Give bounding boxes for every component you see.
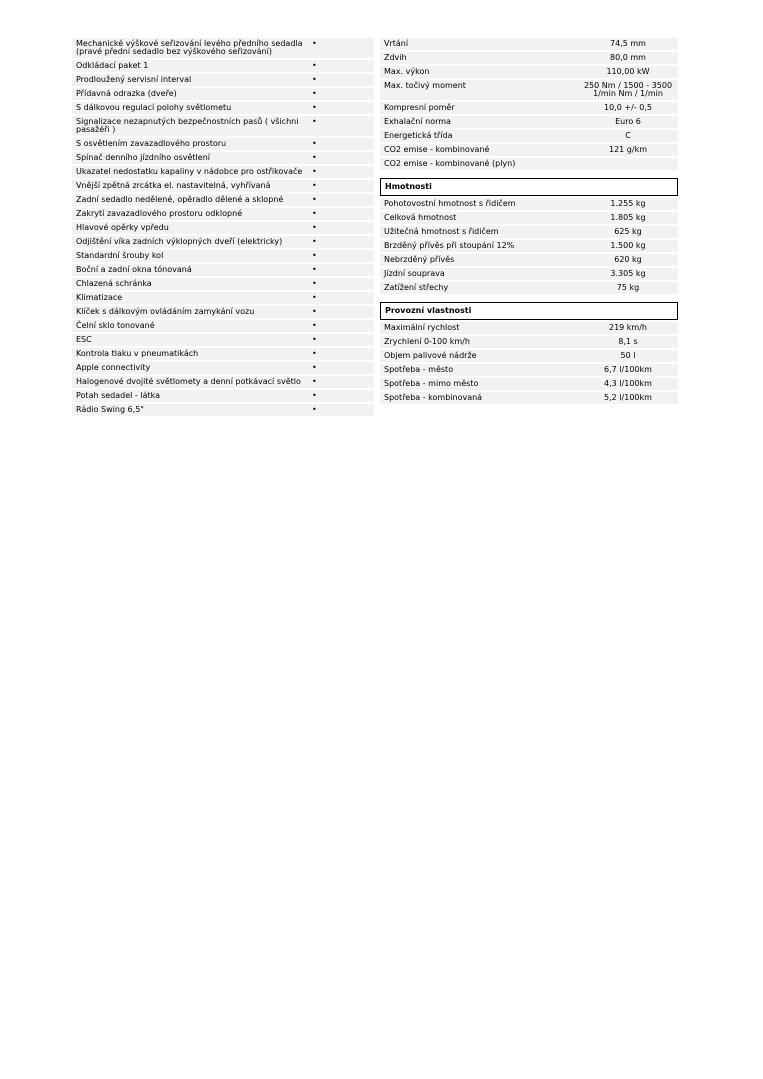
included-dot: •: [312, 88, 374, 100]
spec-value: 80,0 mm: [578, 52, 678, 64]
spec-value: 75 kg: [578, 282, 678, 294]
table-row: [72, 194, 374, 206]
equipment-label: Prodloužený servisní interval: [72, 74, 312, 86]
spec-label: Objem palivové nádrže: [380, 350, 578, 362]
table-row: [380, 102, 678, 114]
spec-value: 250 Nm / 1500 - 3500 1/min Nm / 1/min: [578, 80, 678, 100]
equipment-label: S osvětlením zavazadlového prostoru: [72, 138, 312, 150]
equipment-label: Zakrytí zavazadlového prostoru odklopné: [72, 208, 312, 220]
included-dot: •: [312, 116, 374, 136]
spec-label: Brzděný přívěs při stoupání 12%: [380, 240, 578, 252]
included-dot: •: [312, 264, 374, 276]
table-row: [72, 116, 374, 136]
table-row: [72, 166, 374, 178]
included-dot: •: [312, 102, 374, 114]
equipment-label: Čelní sklo tonované: [72, 320, 312, 332]
equipment-label: Hlavové opěrky vpředu: [72, 222, 312, 234]
table-row: [72, 236, 374, 248]
section-title: Provozní vlastnosti: [380, 302, 678, 320]
equipment-label: Spínač denního jízdního osvětlení: [72, 152, 312, 164]
table-row: [72, 362, 374, 374]
spec-value: 620 kg: [578, 254, 678, 266]
included-dot: •: [312, 376, 374, 388]
equipment-label: Vnější zpětná zrcátka el. nastavitelná, vyhřívaná: [72, 180, 312, 192]
included-dot: •: [312, 348, 374, 360]
spec-value: 1.805 kg: [578, 212, 678, 224]
spec-value: 6,7 l/100km: [578, 364, 678, 376]
spec-value: 1.500 kg: [578, 240, 678, 252]
included-dot: •: [312, 390, 374, 402]
table-row: [72, 208, 374, 220]
table-row: [380, 282, 678, 294]
included-dot: •: [312, 320, 374, 332]
included-dot: •: [312, 278, 374, 290]
spec-label: Spotřeba - město: [380, 364, 578, 376]
table-row: [72, 60, 374, 72]
section-spacer: [380, 296, 678, 300]
section-spacer: [380, 172, 678, 176]
spacer-cell: [380, 296, 678, 300]
spec-label: CO2 emise - kombinované (plyn): [380, 158, 578, 170]
section-header-performance: [380, 302, 678, 320]
table-row: [380, 240, 678, 252]
included-dot: •: [312, 222, 374, 234]
equipment-label: Halogenové dvojité světlomety a denní potkávací světlo: [72, 376, 312, 388]
table-row: [72, 250, 374, 262]
included-dot: •: [312, 404, 374, 416]
table-row: [380, 52, 678, 64]
spec-value: 121 g/km: [578, 144, 678, 156]
included-dot: •: [312, 362, 374, 374]
table-row: [72, 320, 374, 332]
table-row: [72, 38, 374, 58]
equipment-label: Standardní šrouby kol: [72, 250, 312, 262]
included-dot: •: [312, 166, 374, 178]
spec-value: 8,1 s: [578, 336, 678, 348]
included-dot: •: [312, 334, 374, 346]
equipment-label: Potah sedadel - látka: [72, 390, 312, 402]
table-row: [72, 390, 374, 402]
spec-value: 50 l: [578, 350, 678, 362]
table-row: [72, 74, 374, 86]
table-row: [72, 102, 374, 114]
equipment-label: Ukazatel nedostatku kapaliny v nádobce pro ostřikovače: [72, 166, 312, 178]
table-row: [380, 158, 678, 170]
table-row: [380, 38, 678, 50]
spec-label: Max. výkon: [380, 66, 578, 78]
included-dot: •: [312, 194, 374, 206]
specs-table: [380, 36, 678, 406]
table-row: [72, 138, 374, 150]
spec-label: CO2 emise - kombinované: [380, 144, 578, 156]
table-row: [380, 198, 678, 210]
equipment-label: S dálkovou regulací polohy světlometu: [72, 102, 312, 114]
table-row: [380, 66, 678, 78]
table-row: [72, 88, 374, 100]
included-dot: •: [312, 60, 374, 72]
spec-label: Zrychlení 0-100 km/h: [380, 336, 578, 348]
equipment-table: [72, 36, 374, 418]
spec-label: Nebrzděný přívěs: [380, 254, 578, 266]
table-row: [72, 222, 374, 234]
spec-label: Energetická třída: [380, 130, 578, 142]
table-row: [380, 336, 678, 348]
equipment-label: Zadní sedadlo nedělené, opěradlo dělené a sklopné: [72, 194, 312, 206]
spec-value: 625 kg: [578, 226, 678, 238]
table-row: [380, 322, 678, 334]
equipment-label: Signalizace nezapnutých bezpečnostních pasů ( všichni pasažéři ): [72, 116, 312, 136]
equipment-label: Kontrola tlaku v pneumatikách: [72, 348, 312, 360]
table-row: [380, 350, 678, 362]
spec-value: 219 km/h: [578, 322, 678, 334]
table-row: [380, 268, 678, 280]
equipment-label: Klimatizace: [72, 292, 312, 304]
equipment-label: Chlazená schránka: [72, 278, 312, 290]
table-row: [380, 378, 678, 390]
included-dot: •: [312, 236, 374, 248]
spec-label: Spotřeba - kombinovaná: [380, 392, 578, 404]
table-row: [72, 376, 374, 388]
included-dot: •: [312, 306, 374, 318]
spec-value: Euro 6: [578, 116, 678, 128]
table-row: [380, 144, 678, 156]
spec-value: 4,3 l/100km: [578, 378, 678, 390]
included-dot: •: [312, 292, 374, 304]
table-row: [72, 152, 374, 164]
spec-value: 5,2 l/100km: [578, 392, 678, 404]
spec-value: 1.255 kg: [578, 198, 678, 210]
equipment-label: Rádio Swing 6,5": [72, 404, 312, 416]
table-row: [380, 212, 678, 224]
table-row: [72, 334, 374, 346]
equipment-label: Přídavná odrazka (dveře): [72, 88, 312, 100]
table-row: [72, 292, 374, 304]
included-dot: •: [312, 180, 374, 192]
table-row: [72, 264, 374, 276]
included-dot: •: [312, 38, 374, 58]
spec-value: 10,0 +/- 0,5: [578, 102, 678, 114]
table-row: [380, 80, 678, 100]
spec-label: Spotřeba - mimo město: [380, 378, 578, 390]
spec-label: Kompresní poměr: [380, 102, 578, 114]
spec-value: 74,5 mm: [578, 38, 678, 50]
equipment-label: Apple connectivity: [72, 362, 312, 374]
equipment-label: ESC: [72, 334, 312, 346]
equipment-label: Mechanické výškové seřizování levého předního sedadla (pravé přední sedadlo bez výškového seřizování): [72, 38, 312, 58]
equipment-label: Odjištění víka zadních výklopných dveří (elektricky): [72, 236, 312, 248]
included-dot: •: [312, 74, 374, 86]
spec-value: 3.305 kg: [578, 268, 678, 280]
section-title: Hmotnosti: [380, 178, 678, 196]
table-row: [380, 254, 678, 266]
spacer-cell: [380, 172, 678, 176]
spec-value: 110,00 kW: [578, 66, 678, 78]
spec-value: [578, 158, 678, 170]
spec-label: Celková hmotnost: [380, 212, 578, 224]
spec-label: Zdvih: [380, 52, 578, 64]
spec-value: C: [578, 130, 678, 142]
included-dot: •: [312, 138, 374, 150]
table-row: [72, 348, 374, 360]
included-dot: •: [312, 208, 374, 220]
table-row: [380, 392, 678, 404]
spec-label: Jízdní souprava: [380, 268, 578, 280]
spec-label: Užitečná hmotnost s řidičem: [380, 226, 578, 238]
equipment-label: Boční a zadní okna tónovaná: [72, 264, 312, 276]
spec-label: Max. točivý moment: [380, 80, 578, 100]
table-row: [380, 364, 678, 376]
table-row: [72, 306, 374, 318]
table-row: [380, 130, 678, 142]
spec-label: Vrtání: [380, 38, 578, 50]
section-header-weights: [380, 178, 678, 196]
spec-label: Pohotovostní hmotnost s řidičem: [380, 198, 578, 210]
spec-label: Zatížení střechy: [380, 282, 578, 294]
table-row: [72, 404, 374, 416]
spec-label: Exhalační norma: [380, 116, 578, 128]
included-dot: •: [312, 152, 374, 164]
table-row: [72, 278, 374, 290]
table-row: [380, 226, 678, 238]
spec-label: Maximální rychlost: [380, 322, 578, 334]
equipment-label: Klíček s dálkovým ovládáním zamykání vozu: [72, 306, 312, 318]
equipment-label: Odkládací paket 1: [72, 60, 312, 72]
table-row: [380, 116, 678, 128]
table-row: [72, 180, 374, 192]
included-dot: •: [312, 250, 374, 262]
